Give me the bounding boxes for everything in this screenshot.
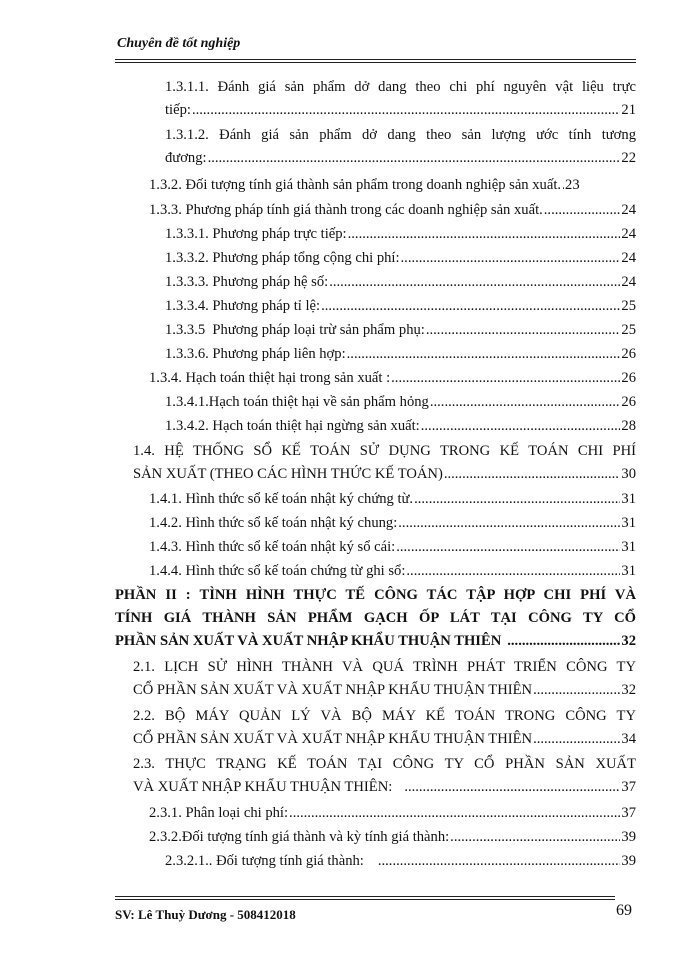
toc-entry[interactable] <box>165 247 636 270</box>
toc-entry[interactable] <box>165 343 636 366</box>
running-header-title: Chuyên đề tốt nghiệp <box>117 36 241 51</box>
toc-entry-title: tiếp: <box>165 102 191 118</box>
toc-page-number: 26 <box>621 370 636 386</box>
leader-dots <box>391 367 620 390</box>
toc-entry[interactable] <box>165 391 636 414</box>
toc-entry[interactable] <box>133 440 636 486</box>
leader-dots <box>444 463 621 486</box>
footer-page-number: 69 <box>616 902 632 919</box>
toc-page-number: 24 <box>621 226 636 242</box>
leader-dots <box>398 512 620 535</box>
toc-entry[interactable] <box>149 802 636 825</box>
toc-entry-title: 1.3.4.1.Hạch toán thiệt hại về sản phẩm hỏng <box>165 394 429 410</box>
header-rule <box>115 59 636 60</box>
toc-entry[interactable] <box>149 367 636 390</box>
toc-page-number: 31 <box>621 491 636 507</box>
leader-dots <box>404 776 620 799</box>
toc-entry-title: 1.3.3.3. Phương pháp hệ số: <box>165 274 329 290</box>
footer-student: SV: Lê Thuỳ Dương - 508412018 <box>115 907 296 922</box>
toc-page-number: 31 <box>621 539 636 555</box>
toc-page-number: 32 <box>621 633 636 649</box>
toc-page-number: 39 <box>621 853 636 869</box>
toc-entry-title: đương: <box>165 150 207 166</box>
toc-page-number: 39 <box>621 829 636 845</box>
leader-dots <box>562 174 564 197</box>
toc-entry-title: VÀ XUẤT NHẬP KHẨU THUẬN THIÊN: <box>133 779 393 795</box>
toc-page-number: 24 <box>621 202 636 218</box>
toc-page-number: 24 <box>621 274 636 290</box>
toc-entry-title: 1.3.4. Hạch toán thiệt hại trong sản xuất : <box>149 370 391 386</box>
leader-dots <box>289 802 620 825</box>
toc-page-number: 25 <box>621 322 636 338</box>
leader-dots <box>401 247 621 270</box>
leader-dots <box>544 199 621 222</box>
toc-entry-title: 1.3.3.5 Phương pháp loại trừ sản phẩm phụ: <box>165 322 425 338</box>
toc-page-number: 32 <box>621 682 636 698</box>
toc-entry-title: 1.3.3.4. Phương pháp tỉ lệ: <box>165 298 321 314</box>
toc-entry[interactable] <box>165 223 636 246</box>
toc-entry-title: 1.4.2. Hình thức sổ kế toán nhật ký chung: <box>149 515 398 531</box>
toc-entry[interactable] <box>165 415 636 438</box>
toc-entry-title: 2.3.2.1.. Đối tượng tính giá thành: <box>165 853 364 869</box>
toc-page-number: 30 <box>621 466 636 482</box>
leader-dots <box>378 850 621 873</box>
leader-dots <box>348 223 621 246</box>
toc-entry[interactable] <box>149 174 636 197</box>
toc-entry-title: SẢN XUẤT (THEO CÁC HÌNH THỨC KẾ TOÁN) <box>133 466 443 482</box>
toc-page-number: 37 <box>621 779 636 795</box>
leader-dots <box>533 728 620 751</box>
toc-entry-title: 1.3.3.6. Phương pháp liên hợp: <box>165 346 346 362</box>
toc-entry[interactable] <box>133 753 636 799</box>
toc-entry-line: PHẦN II : TÌNH HÌNH THỰC TẾ CÔNG TÁC TẬP HỢP CHI PHÍ VÀ <box>115 587 636 603</box>
toc-page-number: 26 <box>621 346 636 362</box>
toc-page-number: 31 <box>621 515 636 531</box>
toc-entry-line: 2.2. BỘ MÁY QUẢN LÝ VÀ BỘ MÁY KẾ TOÁN TRONG CÔNG TY <box>133 708 636 724</box>
toc-page-number: 21 <box>621 102 636 118</box>
toc-page-number: 22 <box>621 150 636 166</box>
toc-part-entry[interactable] <box>115 584 636 653</box>
toc-entry[interactable] <box>149 488 636 511</box>
toc-page-number: 25 <box>621 298 636 314</box>
toc-entry[interactable] <box>165 124 636 170</box>
toc-entry[interactable] <box>165 319 636 342</box>
toc-entry-title: 2.3.1. Phân loại chi phí: <box>149 805 289 821</box>
leader-dots <box>426 319 621 342</box>
toc-entry-title: 1.4.4. Hình thức sổ kế toán chứng từ ghi sổ: <box>149 563 406 579</box>
toc-entry[interactable] <box>149 512 636 535</box>
footer-rule <box>115 896 615 897</box>
leader-dots <box>430 391 621 414</box>
leader-dots <box>450 826 620 849</box>
toc-entry-title: CỔ PHẦN SẢN XUẤT VÀ XUẤT NHẬP KHẨU THUẬN THIÊN <box>133 731 533 747</box>
toc-entry-title: 1.3.4.2. Hạch toán thiệt hại ngừng sản xuất: <box>165 418 420 434</box>
toc-page-number: 37 <box>621 805 636 821</box>
leader-dots <box>321 295 620 318</box>
toc-page-number: 31 <box>621 563 636 579</box>
leader-dots <box>396 536 620 559</box>
toc-entry-line: 1.3.1.1. Đánh giá sản phẩm dở dang theo chi phí nguyên vật liệu trực <box>165 79 636 95</box>
toc-page-number: 23 <box>565 177 580 193</box>
toc-entry-line: 2.1. LỊCH SỬ HÌNH THÀNH VÀ QUÁ TRÌNH PHÁT TRIỂN CÔNG TY <box>133 659 636 675</box>
leader-dots <box>533 679 620 702</box>
leader-dots <box>406 560 620 583</box>
toc-entry-title: 1.4.3. Hình thức sổ kế toán nhật ký sổ cái: <box>149 539 396 555</box>
toc-page-number: 26 <box>621 394 636 410</box>
leader-dots <box>192 99 620 122</box>
toc-entry-line: 1.4. HỆ THỐNG SỔ KẾ TOÁN SỬ DỤNG TRONG KẾ TOÁN CHI PHÍ <box>133 443 636 459</box>
toc-entry[interactable] <box>149 536 636 559</box>
toc-entry-title: 1.3.3.1. Phương pháp trực tiếp: <box>165 226 347 242</box>
toc-page-number: 28 <box>621 418 636 434</box>
toc-entry-title: 1.4.1. Hình thức sổ kế toán nhật ký chứng từ. <box>149 491 414 507</box>
toc-entry[interactable] <box>149 560 636 583</box>
toc-entry-title: 1.3.3. Phương pháp tính giá thành trong các doanh nghiệp sản xuất. <box>149 202 543 218</box>
leader-dots <box>421 415 621 438</box>
leader-dots <box>507 630 620 653</box>
toc-entry[interactable] <box>133 705 636 751</box>
toc-entry[interactable] <box>133 656 636 702</box>
toc-entry-line: TÍNH GIÁ THÀNH SẢN PHẨM GẠCH ỐP LÁT TẠI CÔNG TY CỔ <box>115 610 636 626</box>
header-rule-double <box>115 62 636 63</box>
leader-dots <box>414 488 620 511</box>
toc-entry-title: CỔ PHẦN SẢN XUẤT VÀ XUẤT NHẬP KHẨU THUẬN THIÊN <box>133 682 533 698</box>
toc-entry[interactable] <box>165 76 636 122</box>
toc-entry[interactable] <box>165 850 636 873</box>
leader-dots <box>329 271 620 294</box>
toc-entry[interactable] <box>165 295 636 318</box>
toc-entry[interactable] <box>149 199 636 222</box>
toc-entry[interactable] <box>149 826 636 849</box>
toc-page-number: 34 <box>621 731 636 747</box>
toc-entry-title: 1.3.2. Đối tượng tính giá thành sản phẩm trong doanh nghiệp sản xuất. <box>149 177 562 193</box>
toc-entry-line: 1.3.1.2. Đánh giá sản phẩm dở dang theo sản lượng ước tính tương <box>165 127 636 143</box>
toc-entry[interactable] <box>165 271 636 294</box>
toc-entry-line: 2.3. THỰC TRẠNG KẾ TOÁN TẠI CÔNG TY CỔ PHẦN SẢN XUẤT <box>133 756 636 772</box>
leader-dots <box>347 343 621 366</box>
toc-page-number: 24 <box>621 250 636 266</box>
toc-entry-title: 2.3.2.Đối tượng tính giá thành và kỳ tính giá thành: <box>149 829 450 845</box>
toc-entry-title: PHẦN SẢN XUẤT VÀ XUẤT NHẬP KHẨU THUẬN THIÊN <box>115 633 502 649</box>
toc-entry-title: 1.3.3.2. Phương pháp tổng cộng chi phí: <box>165 250 400 266</box>
footer-rule-double <box>115 899 615 900</box>
leader-dots <box>208 147 621 170</box>
